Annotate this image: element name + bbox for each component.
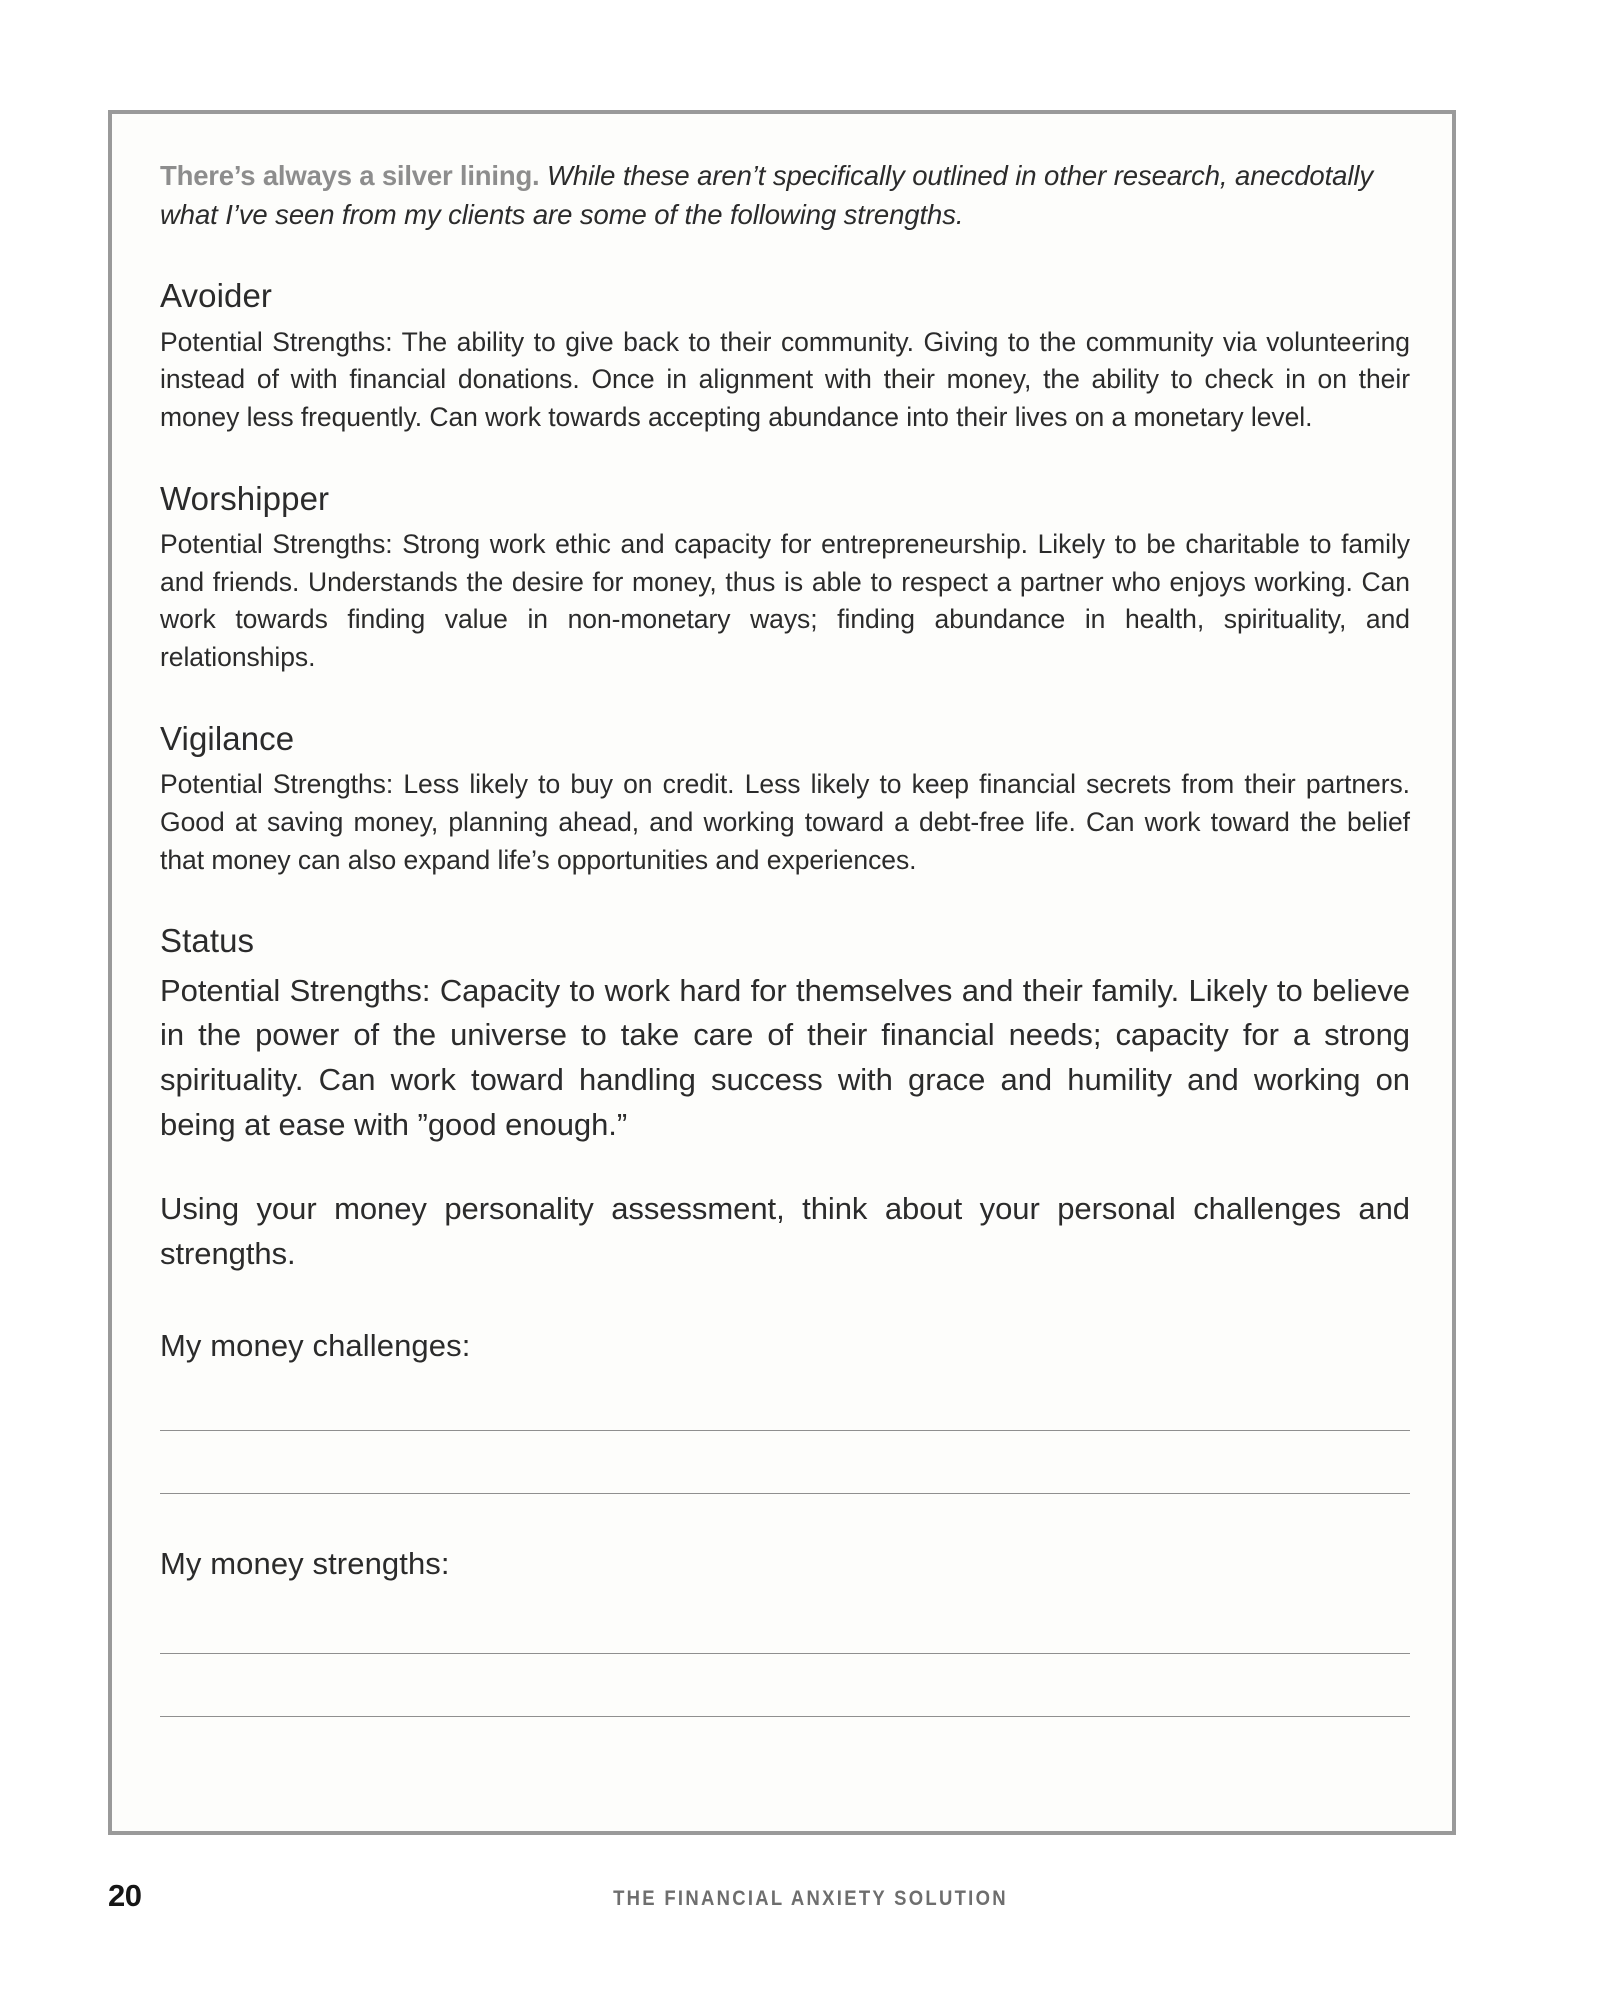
- prompt-label-strengths: My money strengths:: [160, 1545, 450, 1581]
- rule-line[interactable]: [160, 1430, 1410, 1431]
- content-frame: [108, 110, 1456, 1835]
- rule-line[interactable]: [160, 1493, 1410, 1494]
- section-body-status: Potential Strengths: Capacity to work hard for themselves and their family. Likely to believe in the power of the universe to take care of their financial needs; capacity for a strong spirituality. Can work toward handling success with grace and humility and working on being at ease with ”good enough.”: [160, 972, 1410, 1142]
- section-heading-avoider: Avoider: [160, 277, 272, 315]
- page-number: 20: [108, 1878, 142, 1913]
- rule-line[interactable]: [160, 1716, 1410, 1717]
- prompt-label-challenges: My money challenges:: [160, 1328, 471, 1364]
- section-body-avoider: Potential Strengths: The ability to give back to their community. Giving to the community via volunteering instead of with financial donations. Once in alignment with their money, the ability to check in on their money less frequently. Can work towards accepting abundance into their lives on a monetary level.: [160, 326, 1410, 432]
- intro-paragraph: [160, 156, 1410, 234]
- intro-lead-in: There’s always a silver lining.: [160, 160, 540, 191]
- section-heading-vigilance: Vigilance: [160, 719, 295, 757]
- intro-body: While these aren’t specifically outlined in other research, anecdotally what I’ve seen from my clients are some of the following strengths.: [160, 160, 1374, 231]
- section-body-worshipper: Potential Strengths: Strong work ethic and capacity for entrepreneurship. Likely to be charitable to family and friends. Understands the desire for money, thus is able to respect a partner who enjoys working. Can work towards finding value in non-monetary ways; finding abundance in health, spirituality, and relationships.: [160, 529, 1410, 673]
- section-heading-worshipper: Worshipper: [160, 479, 330, 517]
- write-in-lines-challenges[interactable]: [160, 1430, 1410, 1494]
- rule-line[interactable]: [160, 1653, 1410, 1654]
- page-footer: [0, 1878, 1621, 1938]
- closing-paragraph: Using your money personality assessment, think about your personal challenges and strengths.: [160, 1191, 1410, 1271]
- write-in-lines-strengths[interactable]: [160, 1653, 1410, 1717]
- running-title: THE FINANCIAL ANXIETY SOLUTION: [613, 1887, 1008, 1910]
- content-column: [160, 156, 1410, 1717]
- section-heading-status: Status: [160, 922, 255, 960]
- section-body-vigilance: Potential Strengths: Less likely to buy on credit. Less likely to keep financial secrets from their partners. Good at saving money, planning ahead, and working toward a debt-free life. Can work toward the belief that money can also expand life’s opportunities and experiences.: [160, 769, 1410, 875]
